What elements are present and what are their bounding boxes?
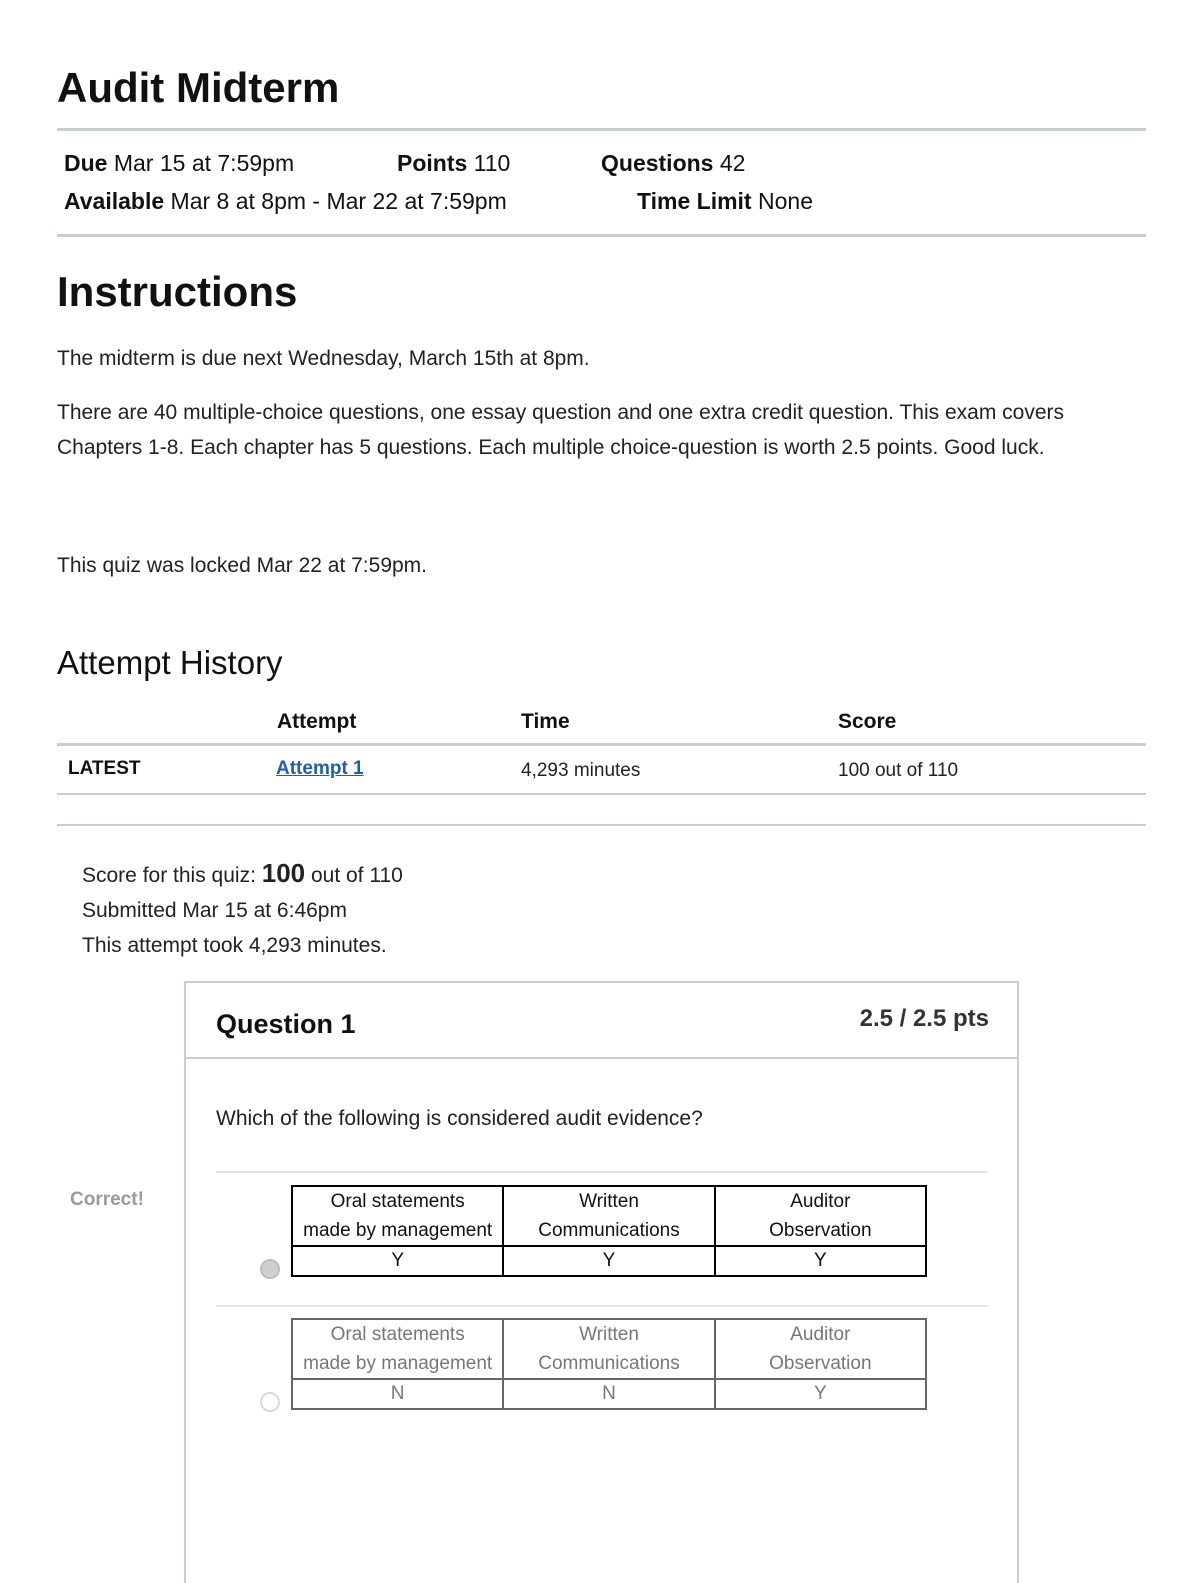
column-header-time: Time bbox=[521, 710, 570, 733]
instructions-heading: Instructions bbox=[57, 268, 298, 315]
attempt-duration: This attempt took 4,293 minutes. bbox=[82, 934, 387, 957]
time-limit-label: Time Limit bbox=[637, 188, 752, 214]
due-detail bbox=[64, 148, 294, 178]
table-row-divider bbox=[57, 793, 1146, 795]
submitted-time: Submitted Mar 15 at 6:46pm bbox=[82, 899, 347, 922]
available-label: Available bbox=[64, 188, 165, 214]
score-prefix: Score for this quiz: bbox=[82, 864, 262, 887]
answer-header-auditor-observation: Auditor Observation bbox=[715, 1186, 926, 1246]
answer-value: Y bbox=[292, 1246, 503, 1276]
answer-option-table[interactable] bbox=[291, 1318, 927, 1410]
column-header-attempt: Attempt bbox=[277, 710, 357, 733]
answer-value: Y bbox=[715, 1379, 926, 1409]
page-title: Audit Midterm bbox=[57, 64, 340, 111]
question-title: Question 1 bbox=[216, 1009, 356, 1039]
answer-header-written-communications: Written Communications bbox=[503, 1319, 714, 1379]
answer-header-auditor-observation: Auditor Observation bbox=[715, 1319, 926, 1379]
attempt-link[interactable]: Attempt 1 bbox=[276, 758, 364, 779]
answer-radio[interactable] bbox=[260, 1392, 280, 1412]
questions-label: Questions bbox=[601, 150, 714, 176]
points-value: 110 bbox=[473, 150, 511, 176]
answer-header-written-communications: Written Communications bbox=[503, 1186, 714, 1246]
answer-value: N bbox=[503, 1379, 714, 1409]
correct-label-mask bbox=[148, 1178, 184, 1222]
time-limit-detail bbox=[637, 186, 813, 216]
answer-value: N bbox=[292, 1379, 503, 1409]
questions-detail bbox=[601, 148, 745, 178]
attempt-score: 100 out of 110 bbox=[838, 760, 959, 781]
score-value: 100 bbox=[261, 858, 306, 888]
correct-answer-label: Correct! bbox=[70, 1189, 144, 1210]
instructions-paragraph: There are 40 multiple-choice questions, one essay question and one extra credit question. This exam covers Chapters 1-8. Each chapter has 5 questions. Each multiple choice-question is worth 2.5 points. Good luck. bbox=[57, 401, 1065, 459]
points-label: Points bbox=[397, 150, 468, 176]
due-value: Mar 15 at 7:59pm bbox=[113, 150, 295, 176]
available-value: Mar 8 at 8pm - Mar 22 at 7:59pm bbox=[170, 188, 507, 214]
locked-notice: This quiz was locked Mar 22 at 7:59pm. bbox=[57, 554, 428, 577]
time-limit-value: None bbox=[758, 188, 813, 214]
answer-value: Y bbox=[715, 1246, 926, 1276]
divider bbox=[57, 824, 1146, 826]
question-header bbox=[186, 983, 1017, 1059]
questions-value: 42 bbox=[719, 150, 746, 176]
answer-radio-selected[interactable] bbox=[260, 1259, 280, 1279]
available-detail bbox=[64, 186, 507, 216]
score-suffix: out of 110 bbox=[305, 864, 403, 887]
quiz-score bbox=[82, 855, 403, 894]
latest-badge: LATEST bbox=[68, 758, 141, 779]
question-text: Which of the following is considered audit evidence? bbox=[216, 1107, 703, 1130]
question-points: 2.5 / 2.5 pts bbox=[859, 1005, 989, 1032]
question-card bbox=[184, 981, 1019, 1583]
points-detail bbox=[397, 148, 510, 178]
divider bbox=[57, 128, 1146, 131]
answer-header-oral-statements: Oral statements made by management bbox=[292, 1319, 503, 1379]
divider bbox=[57, 234, 1146, 237]
attempt-history-heading: Attempt History bbox=[57, 644, 283, 681]
answer-value: Y bbox=[503, 1246, 714, 1276]
answer-divider bbox=[216, 1171, 988, 1173]
answer-divider bbox=[216, 1305, 988, 1307]
answer-option-table[interactable] bbox=[291, 1185, 927, 1277]
table-header-divider bbox=[57, 743, 1146, 746]
column-header-score: Score bbox=[838, 710, 897, 733]
instructions-paragraph: The midterm is due next Wednesday, March 15th at 8pm. bbox=[57, 347, 590, 370]
attempt-time: 4,293 minutes bbox=[521, 760, 641, 781]
answer-header-oral-statements: Oral statements made by management bbox=[292, 1186, 503, 1246]
due-label: Due bbox=[64, 150, 108, 176]
